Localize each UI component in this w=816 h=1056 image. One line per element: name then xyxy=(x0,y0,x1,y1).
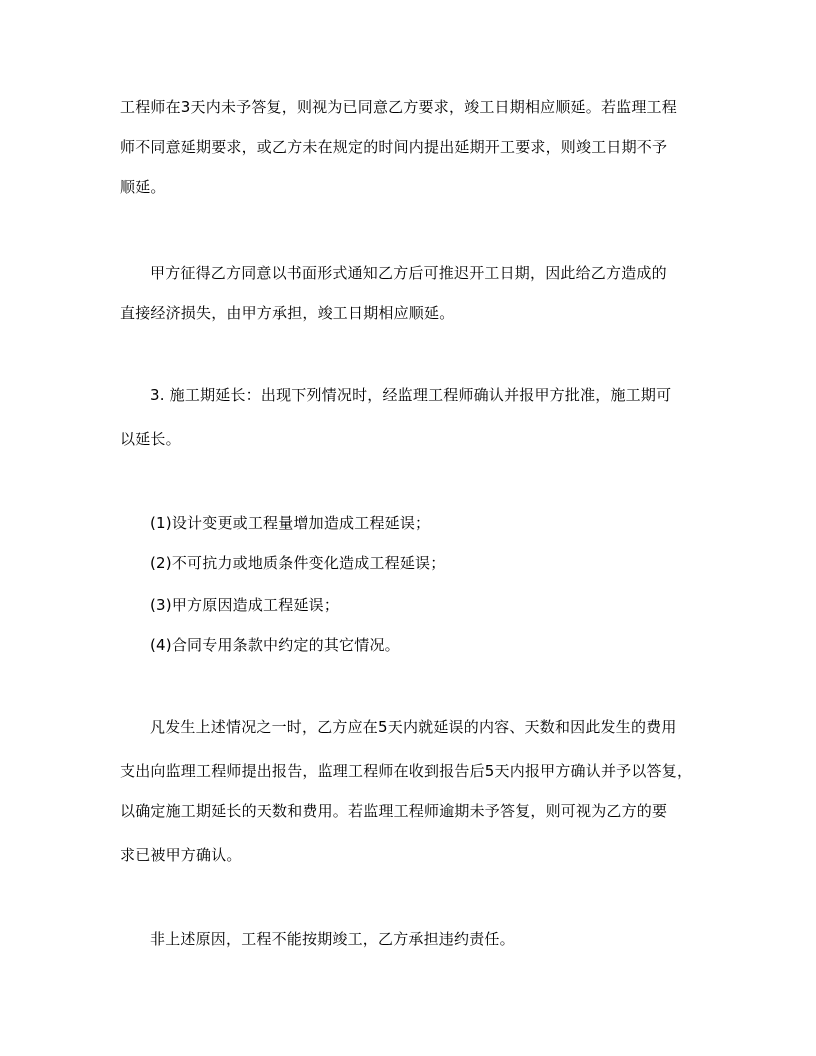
list-item: (3)甲方原因造成工程延误； xyxy=(150,596,340,614)
text-line: 求已被甲方确认。 xyxy=(120,846,242,864)
list-item: (2)不可抗力或地质条件变化造成工程延误； xyxy=(150,554,446,572)
text-line: 非上述原因，工程不能按期竣工，乙方承担违约责任。 xyxy=(150,930,515,948)
list-item: (1)设计变更或工程量增加造成工程延误； xyxy=(150,514,431,532)
text-line: 工程师在3天内未予答复，则视为已同意乙方要求，竣工日期相应顺延。若监理工程 xyxy=(120,98,677,116)
text-line: 顺延。 xyxy=(120,178,166,196)
text-line: 以确定施工期延长的天数和费用。若监理工程师逾期未予答复，则可视为乙方的要 xyxy=(120,802,668,820)
text-line: 直接经济损失，由甲方承担，竣工日期相应顺延。 xyxy=(120,304,455,322)
text-line: 甲方征得乙方同意以书面形式通知乙方后可推迟开工日期，因此给乙方造成的 xyxy=(150,264,667,282)
text-line: 凡发生上述情况之一时，乙方应在5天内就延误的内容、天数和因此发生的费用 xyxy=(150,718,677,736)
list-item: (4)合同专用条款中约定的其它情况。 xyxy=(150,636,400,654)
text-line: 支出向监理工程师提出报告，监理工程师在收到报告后5天内报甲方确认并予以答复， xyxy=(120,762,693,780)
text-line: 师不同意延期要求，或乙方未在规定的时间内提出延期开工要求，则竣工日期不予 xyxy=(120,138,668,156)
text-line: 以延长。 xyxy=(120,430,181,448)
text-line: 3. 施工期延长：出现下列情况时，经监理工程师确认并报甲方批准，施工期可 xyxy=(150,386,672,404)
